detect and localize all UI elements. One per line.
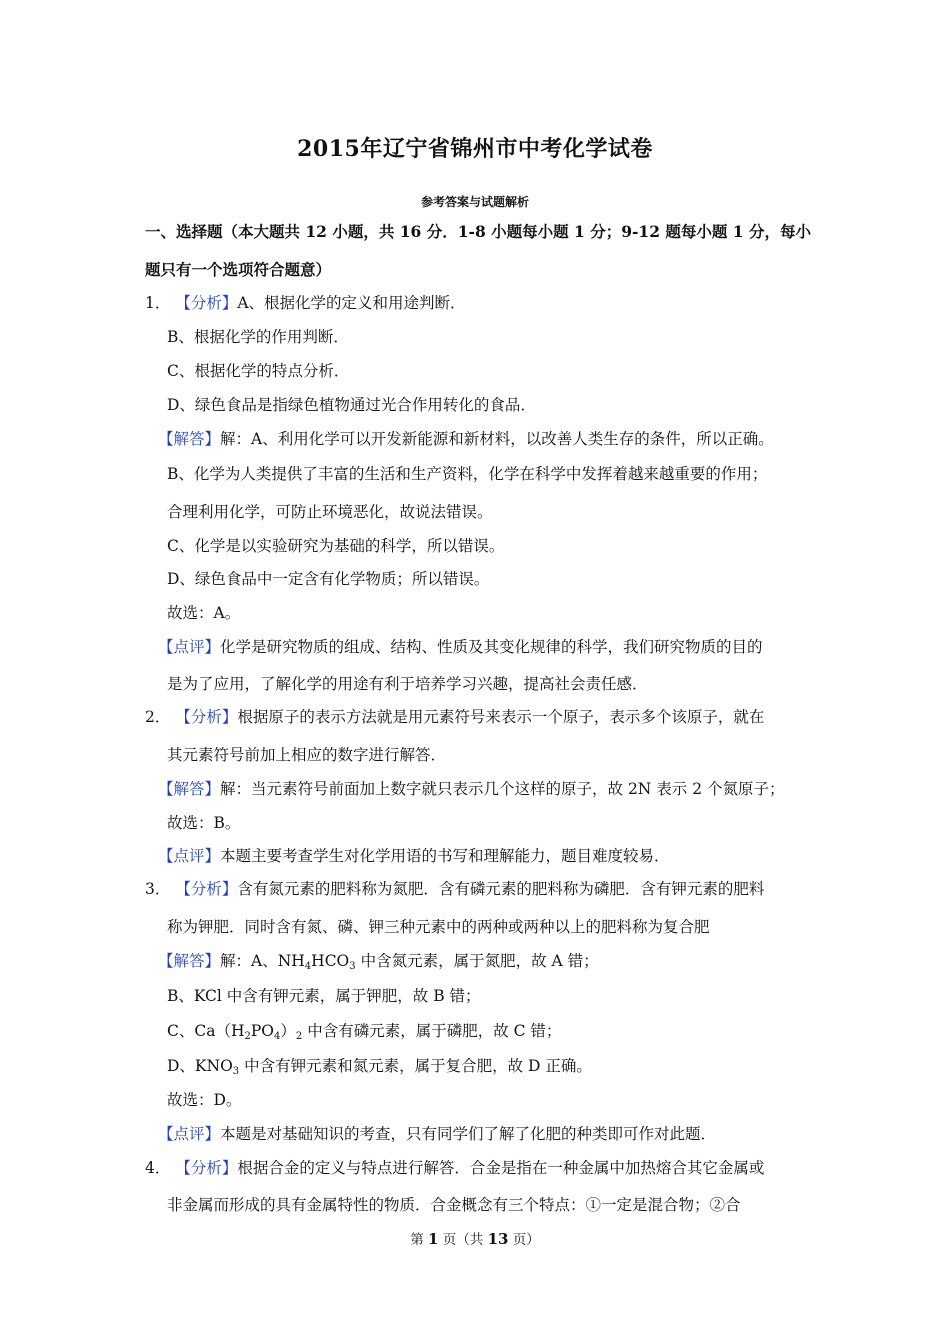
q3-answer-tag: 【解答】 [158, 952, 221, 970]
q2-comment-tag: 【点评】 [158, 847, 221, 865]
q3-analysis-2: 称为钾肥．同时含有氮、磷、钾三种元素中的两种或两种以上的肥料称为复合肥 [167, 918, 710, 936]
q3-analysis-1: 含有氮元素的肥料称为氮肥．含有磷元素的肥料称为磷肥．含有钾元素的肥料 [237, 880, 765, 898]
footer-middle: 页（共 [438, 1232, 488, 1248]
q1-comment-line [158, 636, 763, 658]
q3-answer-a-mid: HCO [311, 952, 350, 970]
q4-number: 4． [145, 1159, 171, 1177]
footer-page-number: 1 [428, 1230, 439, 1248]
q1-analysis-a: A、根据化学的定义和用途判断． [237, 294, 466, 312]
q1-answer-d: D、绿色食品中一定含有化学物质；所以错误。 [167, 570, 490, 588]
q1-choice: 故选：A。 [167, 604, 241, 622]
q2-analysis-2: 其元素符号前加上相应的数字进行解答． [167, 746, 447, 764]
q3-comment: 本题是对基础知识的考查，只有同学们了解了化肥的种类即可作对此题． [220, 1125, 717, 1143]
page-title: 2015年辽宁省锦州市中考化学试卷 [297, 136, 653, 162]
q3-answer-a-post: 中含氮元素，属于氮肥，故 A 错； [355, 952, 599, 970]
q1-comment-1: 化学是研究物质的组成、结构、性质及其变化规律的科学，我们研究物质的目的 [220, 638, 763, 656]
q2-comment-line [158, 845, 670, 867]
q4-analysis-1: 根据合金的定义与特点进行解答．合金是指在一种金属中加热熔合其它金属或 [237, 1159, 765, 1177]
q3-answer-c-sub3: 2 [295, 1031, 303, 1042]
q3-answer-line [158, 950, 599, 972]
q3-answer-d-post: 中含有钾元素和氮元素，属于复合肥，故 D 正确。 [239, 1057, 592, 1075]
q3-answer-c-close: ） [280, 1022, 296, 1040]
q3-analysis-tag: 【分析】 [175, 880, 238, 898]
page-footer [0, 1228, 950, 1248]
section-heading-line-2: 题只有一个选项符合题意） [145, 260, 332, 279]
q3-answer-c-sub2: 4 [274, 1031, 281, 1042]
q4-analysis-tag: 【分析】 [175, 1159, 238, 1177]
q1-answer-b2: 合理利用化学，可防止环境恶化，故说法错误。 [167, 503, 493, 521]
q3-choice: 故选：D。 [167, 1091, 242, 1109]
q1-comment-tag: 【点评】 [158, 638, 221, 656]
q3-answer-c-line [167, 1020, 561, 1042]
q2-number: 2． [145, 708, 171, 726]
q3-answer-c-post: 中含有磷元素，属于磷肥，故 C 错； [302, 1022, 562, 1040]
page-subtitle: 参考答案与试题解析 [420, 195, 529, 209]
q1-analysis-c: C、根据化学的特点分析． [167, 362, 350, 380]
q3-answer-c-pre: C、Ca（H [167, 1022, 245, 1040]
q3-answer-c-mid: PO [250, 1022, 274, 1040]
q2-choice: 故选：B。 [167, 814, 241, 832]
q3-answer-c-sub1: 2 [244, 1031, 251, 1042]
q3-answer-a-sub1: 4 [304, 961, 312, 972]
q3-analysis-line [145, 878, 764, 900]
q1-comment-2: 是为了应用，了解化学的用途有利于培养学习兴趣，提高社会责任感． [167, 675, 648, 693]
footer-total-pages: 13 [487, 1230, 509, 1248]
q2-answer-tag: 【解答】 [158, 780, 221, 798]
q3-comment-tag: 【点评】 [158, 1125, 221, 1143]
q3-answer-d-pre: D、KNO [167, 1057, 233, 1075]
q1-answer-tag: 【解答】 [158, 430, 221, 448]
q4-analysis-2: 非金属而形成的具有金属特性的物质．合金概念有三个特点：①一定是混合物；②合 [167, 1196, 741, 1214]
q4-analysis-line [145, 1157, 764, 1179]
q1-number: 1． [145, 294, 171, 312]
q1-answer-line [158, 428, 774, 450]
q3-answer-b: B、KCl 中含有钾元素，属于钾肥，故 B 错； [167, 987, 481, 1005]
q1-answer-a: 解：A、利用化学可以开发新能源和新材料，以改善人类生存的条件，所以正确。 [220, 430, 774, 448]
q3-answer-a-pre: 解：A、NH [220, 952, 305, 970]
q2-comment: 本题主要考查学生对化学用语的书写和理解能力，题目难度较易． [220, 847, 670, 865]
q3-answer-d-sub: 3 [232, 1066, 240, 1077]
q2-analysis-line [145, 706, 764, 728]
q3-answer-d-line [167, 1055, 592, 1077]
q1-answer-c: C、化学是以实验研究为基础的科学，所以错误。 [167, 537, 505, 555]
q1-analysis-d: D、绿色食品是指绿色植物通过光合作用转化的食品． [167, 396, 536, 414]
q3-answer-a-sub2: 3 [349, 961, 356, 972]
q1-analysis-line [145, 292, 466, 314]
q2-answer: 解：当元素符号前面加上数字就只表示几个这样的原子，故 2N 表示 2 个氮原子； [220, 780, 785, 798]
q3-number: 3． [145, 880, 171, 898]
q1-analysis-tag: 【分析】 [175, 294, 238, 312]
q1-answer-b1: B、化学为人类提供了丰富的生活和生产资料，化学在科学中发挥着越来越重要的作用； [167, 465, 768, 483]
q1-analysis-b: B、根据化学的作用判断． [167, 328, 349, 346]
footer-suffix: 页） [508, 1232, 540, 1248]
section-heading-line-1: 一、选择题（本大题共 12 小题，共 16 分．1-8 小题每小题 1 分；9-12 题每小题 1 分，每小 [145, 222, 811, 241]
q3-comment-line [158, 1123, 716, 1145]
q2-answer-line [158, 778, 785, 800]
footer-prefix: 第 [410, 1232, 429, 1248]
q2-analysis-1: 根据原子的表示方法就是用元素符号来表示一个原子，表示多个该原子，就在 [237, 708, 765, 726]
q2-analysis-tag: 【分析】 [175, 708, 238, 726]
